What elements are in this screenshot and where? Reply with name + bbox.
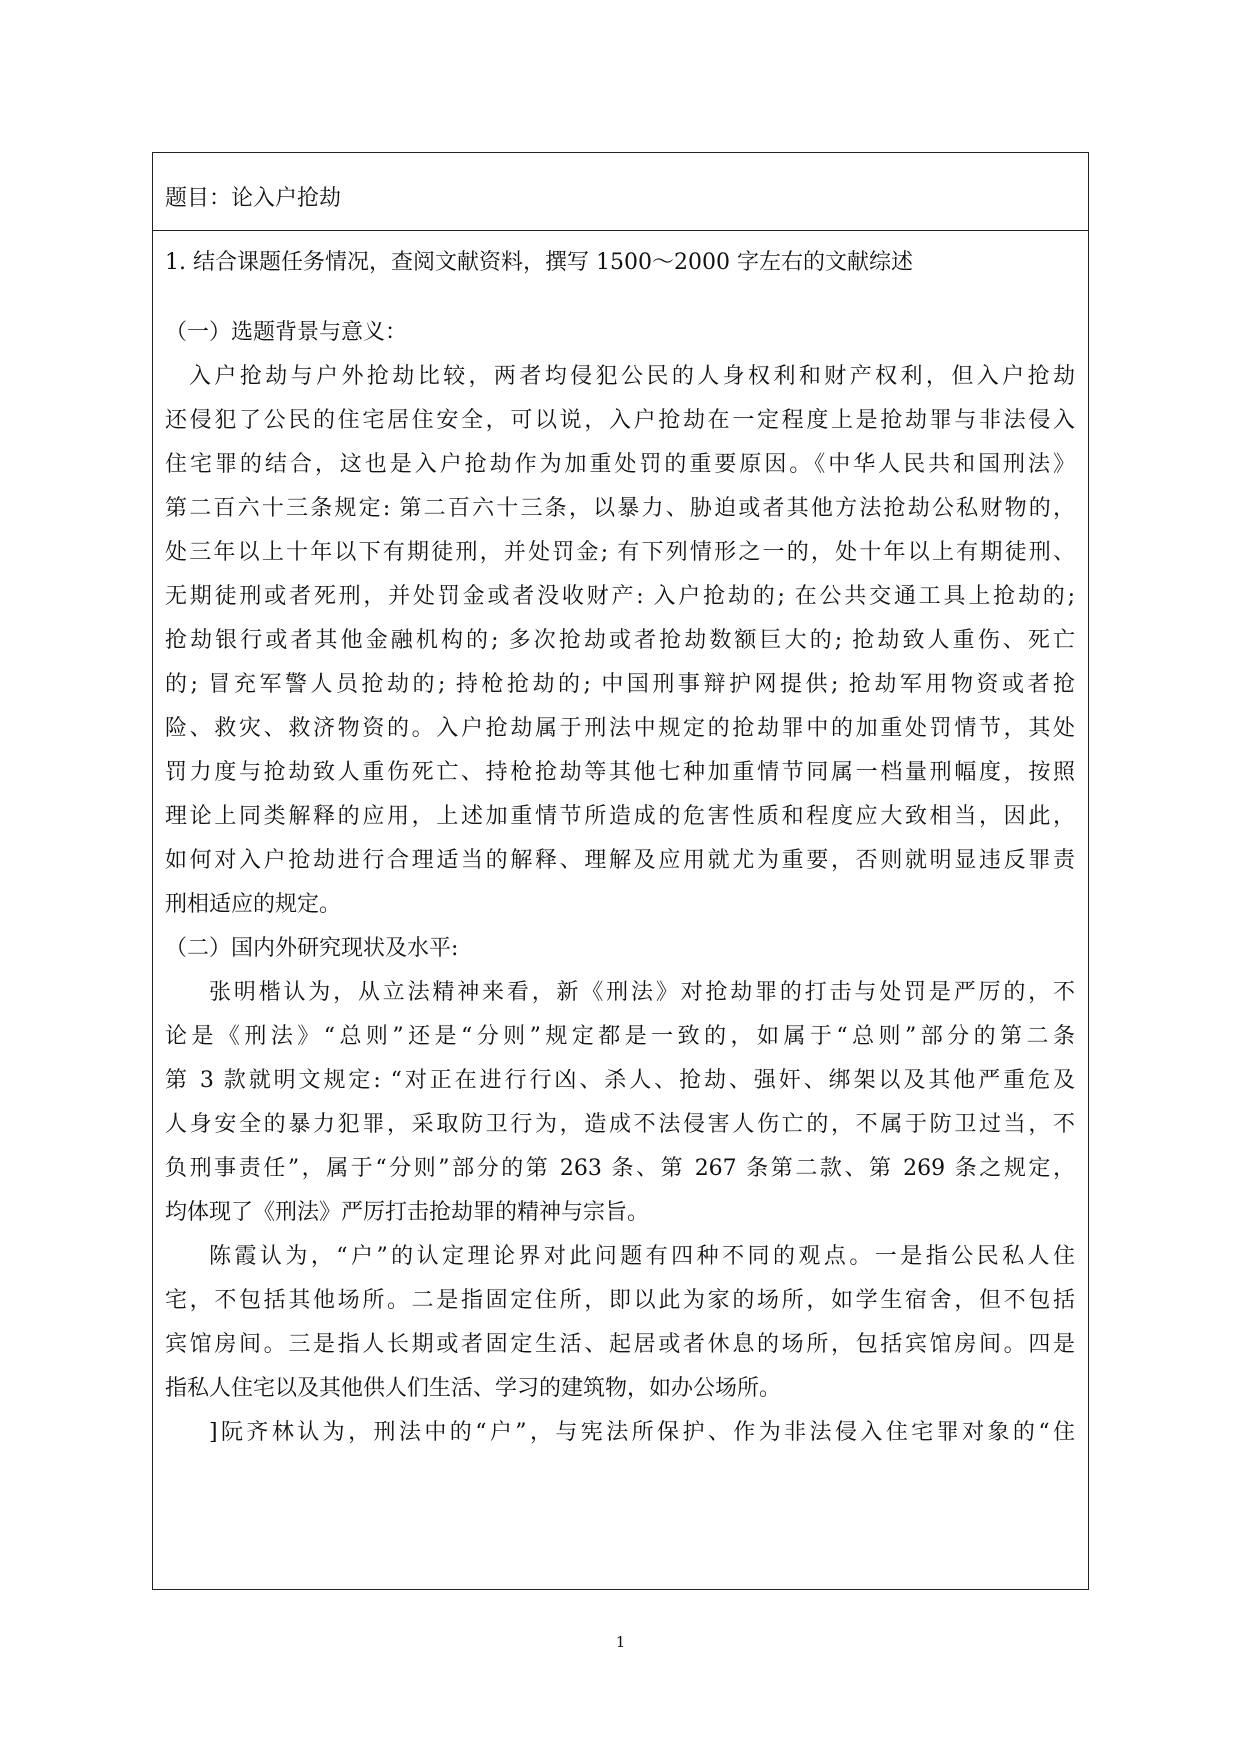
paragraph-line: 陈霞认为，“户”的认定理论界对此问题有四种不同的观点。一是指公民私人住 xyxy=(209,1244,1075,1269)
section-heading-background: （一）选题背景与意义： xyxy=(165,320,408,345)
paragraph-line: 张明楷认为，从立法精神来看，新《刑法》对抢劫罪的打击与处罚是严厉的，不 xyxy=(209,980,1075,1005)
paragraph-line: 人身安全的暴力犯罪，采取防卫行为，造成不法侵害人伤亡的，不属于防卫过当，不 xyxy=(165,1112,1075,1137)
paragraph-line: 无期徒刑或者死刑，并处罚金或者没收财产: 入户抢劫的; 在公共交通工具上抢劫的; xyxy=(165,584,1075,609)
paragraph-line: 宾馆房间。三是指人长期或者固定生活、起居或者休息的场所，包括宾馆房间。四是 xyxy=(165,1332,1075,1357)
paragraph-line: 负刑事责任”，属于“分则”部分的第 263 条、第 267 条第二款、第 269 条之规定， xyxy=(165,1156,1075,1181)
task-heading: 1. 结合课题任务情况，查阅文献资料，撰写 1500～2000 字左右的文献综述 xyxy=(165,250,913,275)
paragraph-line: 的; 冒充军警人员抢劫的; 持枪抢劫的; 中国刑事辩护网提供; 抢劫军用物资或者抢 xyxy=(165,672,1075,697)
title-row xyxy=(153,153,1088,231)
paragraph-line: 指私人住宅以及其他供人们生活、学习的建筑物，如办公场所。 xyxy=(165,1376,782,1401)
paragraph-line: 宅，不包括其他场所。二是指固定住所，即以此为家的场所，如学生宿舍，但不包括 xyxy=(165,1288,1075,1313)
paragraph-line: 论是《刑法》“总则”还是“分则”规定都是一致的，如属于“总则”部分的第二条 xyxy=(165,1024,1075,1049)
paragraph-line: 第 3 款就明文规定: “对正在进行行凶、杀人、抢劫、强奸、绑架以及其他严重危及 xyxy=(165,1068,1075,1093)
paragraph-line: 罚力度与抢劫致人重伤死亡、持枪抢劫等其他七种加重情节同属一档量刑幅度，按照 xyxy=(165,760,1075,785)
section-heading-research-status: （二）国内外研究现状及水平: xyxy=(165,936,459,961)
paragraph-line: 抢劫银行或者其他金融机构的; 多次抢劫或者抢劫数额巨大的; 抢劫致人重伤、死亡 xyxy=(165,628,1075,653)
paragraph-line: 入户抢劫与户外抢劫比较，两者均侵犯公民的人身权利和财产权利，但入户抢劫 xyxy=(189,364,1075,389)
paragraph-line: 刑相适应的规定。 xyxy=(165,892,342,917)
paragraph-line: 如何对入户抢劫进行合理适当的解释、理解及应用就尤为重要，否则就明显违反罪责 xyxy=(165,848,1075,873)
paragraph-line: 还侵犯了公民的住宅居住安全，可以说，入户抢劫在一定程度上是抢劫罪与非法侵入 xyxy=(165,408,1075,433)
paragraph-line: 住宅罪的结合，这也是入户抢劫作为加重处罚的重要原因。《中华人民共和国刑法》 xyxy=(165,452,1075,477)
paragraph-line: 险、救灾、救济物资的。入户抢劫属于刑法中规定的抢劫罪中的加重处罚情节，其处 xyxy=(165,716,1075,741)
paragraph-line: 第二百六十三条规定: 第二百六十三条，以暴力、胁迫或者其他方法抢劫公私财物的， xyxy=(165,496,1075,521)
paragraph-line: 处三年以上十年以下有期徒刑，并处罚金; 有下列情形之一的，处十年以上有期徒刑、 xyxy=(165,540,1075,565)
paragraph-line: 理论上同类解释的应用，上述加重情节所造成的危害性质和程度应大致相当，因此， xyxy=(165,804,1075,829)
paragraph-line: ]阮齐林认为，刑法中的“户”，与宪法所保护、作为非法侵入住宅罪对象的“住 xyxy=(209,1420,1075,1445)
paragraph-line: 均体现了《刑法》严厉打击抢劫罪的精神与宗旨。 xyxy=(165,1200,650,1225)
literature-review-cell xyxy=(153,231,1088,1589)
page-number: 1 xyxy=(615,1633,626,1651)
topic-title: 题目：论入户抢劫 xyxy=(165,186,342,211)
form-table xyxy=(152,152,1089,1590)
